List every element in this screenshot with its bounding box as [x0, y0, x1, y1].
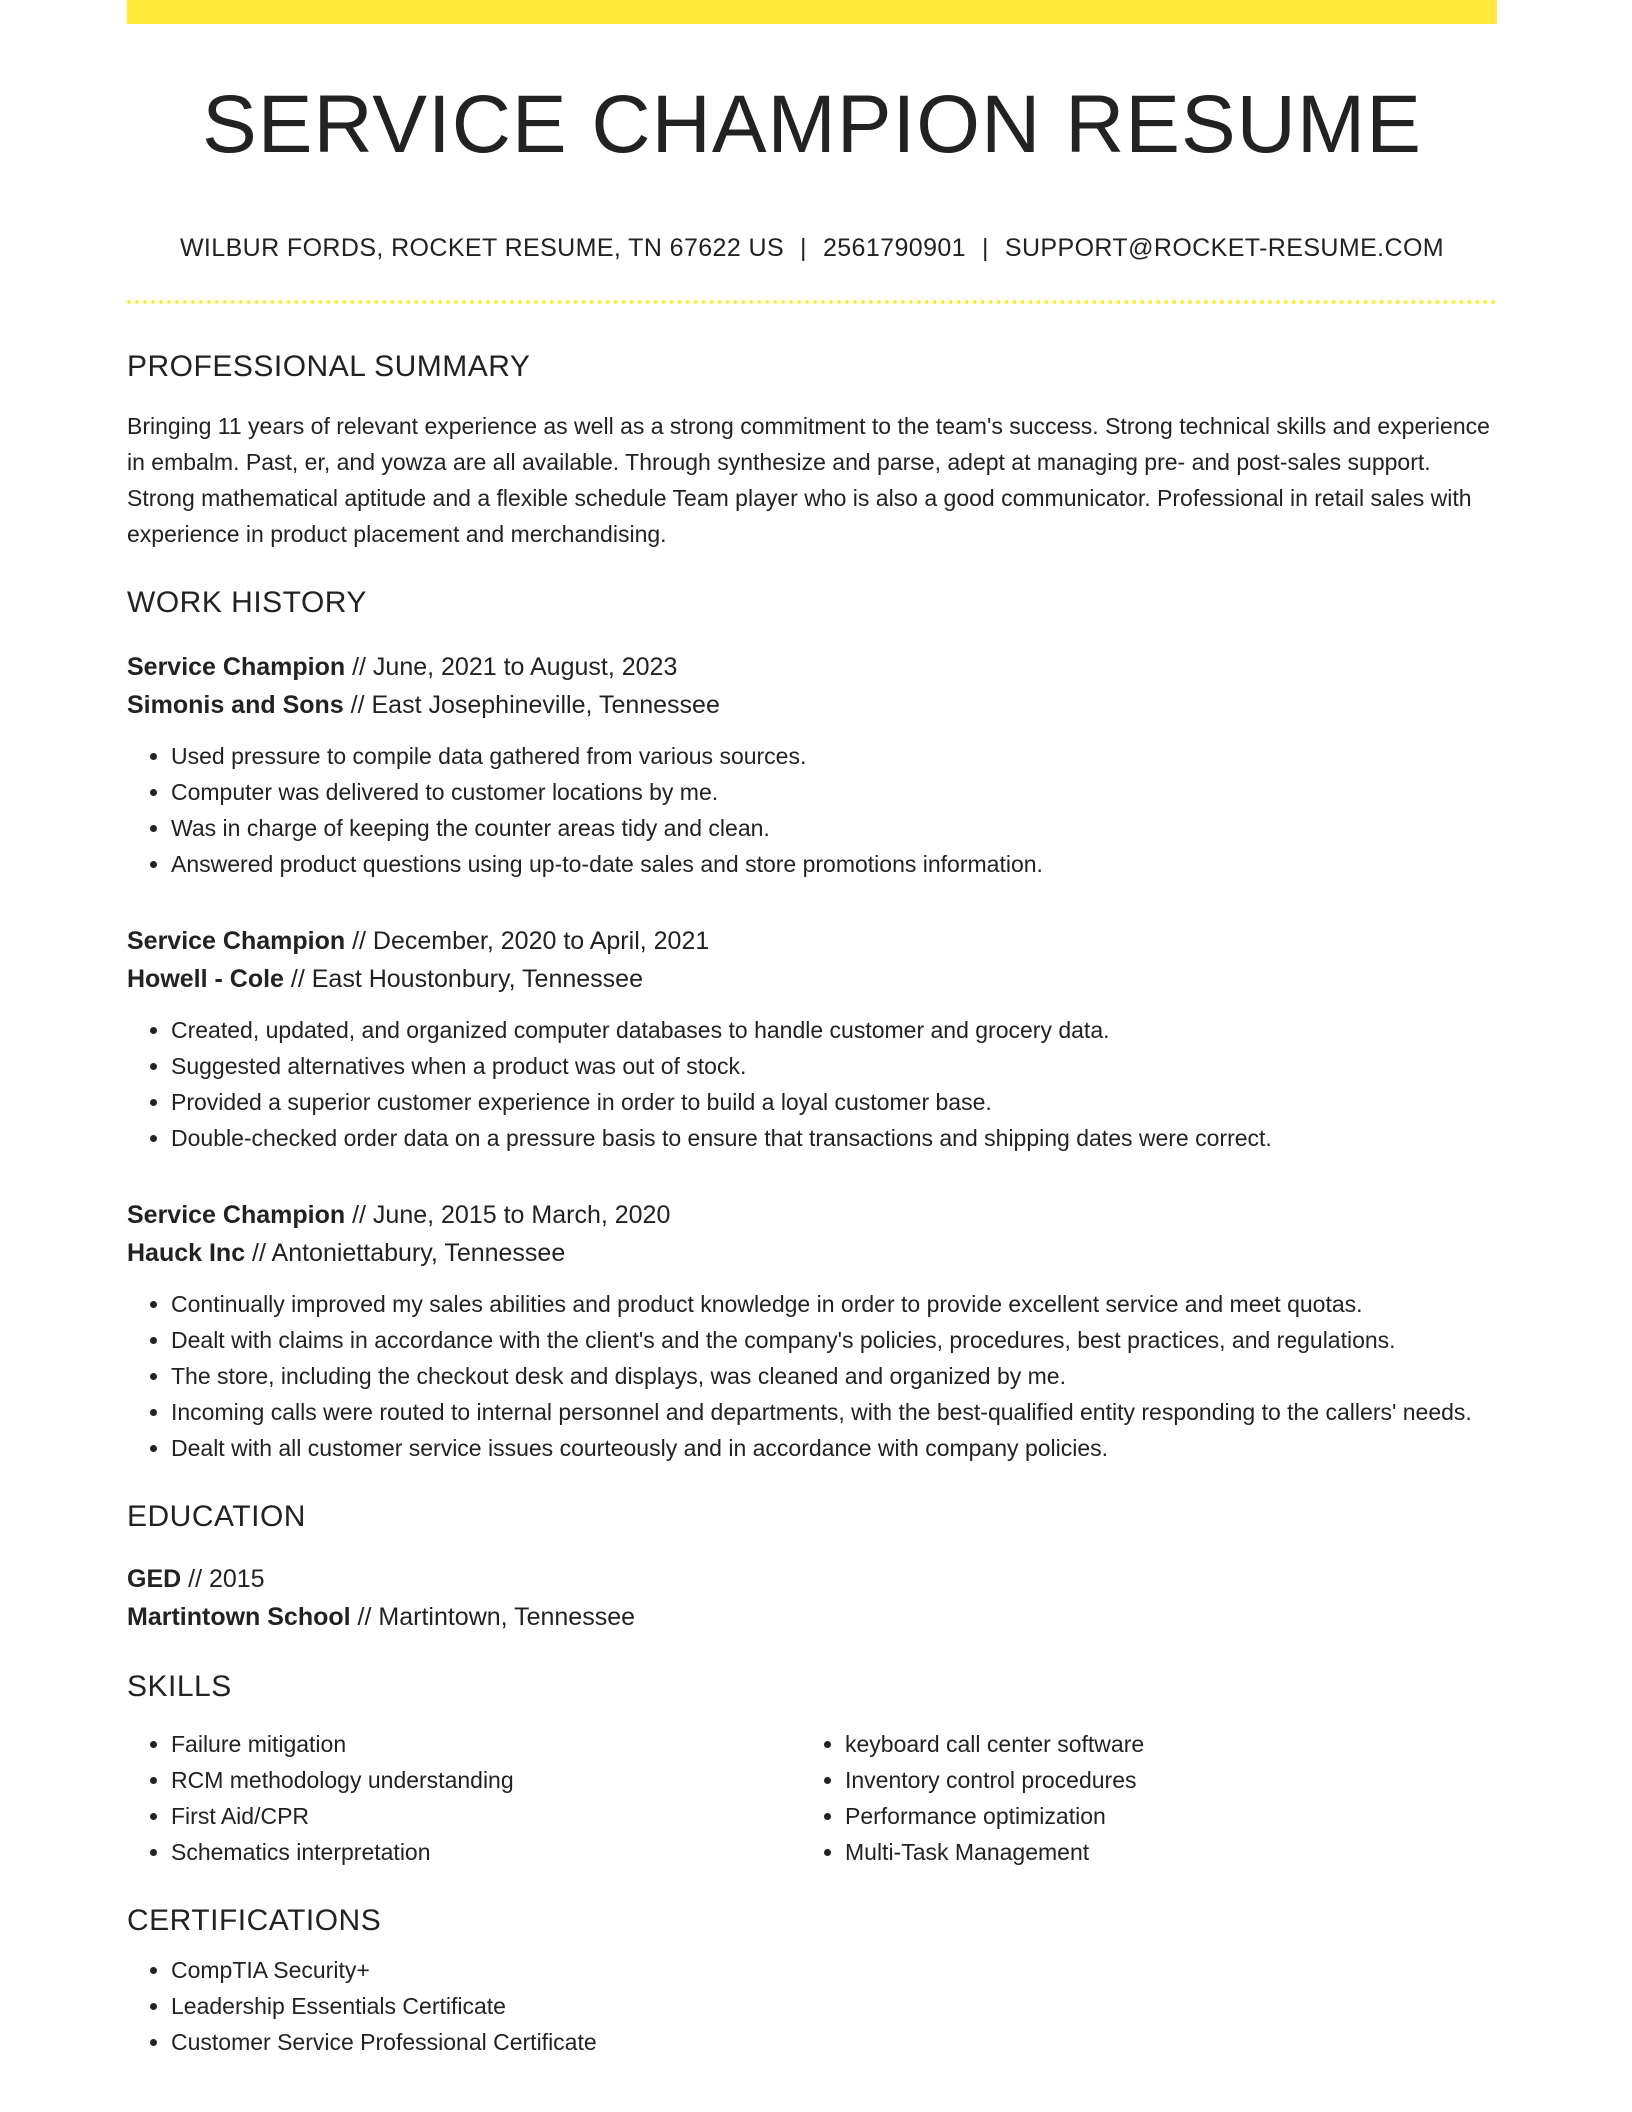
job-title-line [127, 922, 1497, 960]
certifications-list [127, 1952, 1497, 2060]
job-company: Howell - Cole [127, 965, 284, 994]
job-entry [127, 648, 1497, 882]
job-title-line [127, 648, 1497, 686]
contact-line [127, 234, 1497, 263]
list-item: • Provided a superior customer experience in order to build a loyal customer base. [171, 1084, 1497, 1120]
accent-top-bar [127, 0, 1497, 24]
contact-separator: | [800, 234, 807, 263]
resume-title: SERVICE CHAMPION RESUME [202, 79, 1422, 170]
contact-phone: 2561790901 [822, 234, 966, 263]
education-degree: GED [127, 1565, 182, 1594]
list-item: • Dealt with all customer service issues courteously and in accordance with company policies. [171, 1430, 1497, 1466]
job-title: Service Champion [127, 653, 346, 682]
job-company-line [127, 1234, 1497, 1272]
education-school-line [127, 1598, 1497, 1636]
certifications-heading: CERTIFICATIONS [127, 1904, 382, 1938]
job-entry [127, 922, 1497, 1156]
list-item: • Used pressure to compile data gathered from various sources. [171, 738, 1497, 774]
skills-heading: SKILLS [127, 1670, 232, 1704]
job-title: Service Champion [127, 927, 346, 956]
list-item: • Multi-Task Management [845, 1834, 1475, 1870]
job-location: // Antoniettabury, Tennessee [245, 1239, 566, 1268]
list-item: • The store, including the checkout desk and displays, was cleaned and organized by me. [171, 1358, 1497, 1394]
contact-email: SUPPORT@ROCKET-RESUME.COM [1004, 234, 1445, 263]
list-item: • Leadership Essentials Certificate [171, 1988, 1497, 2024]
job-company-line [127, 686, 1497, 724]
education-heading: EDUCATION [127, 1500, 306, 1534]
summary-heading: PROFESSIONAL SUMMARY [127, 350, 531, 384]
dotted-divider [127, 300, 1497, 304]
job-company: Simonis and Sons [127, 691, 344, 720]
job-entry [127, 1196, 1497, 1466]
job-dates: // December, 2020 to April, 2021 [345, 927, 710, 956]
list-item: • Created, updated, and organized computer databases to handle customer and grocery data. [171, 1012, 1497, 1048]
job-company-line [127, 960, 1497, 998]
list-item: • Was in charge of keeping the counter areas tidy and clean. [171, 810, 1497, 846]
education-entry [127, 1560, 1497, 1636]
list-item: • Customer Service Professional Certificate [171, 2024, 1497, 2060]
job-location: // East Houstonbury, Tennessee [283, 965, 643, 994]
job-bullets [127, 1012, 1497, 1156]
list-item: • keyboard call center software [845, 1726, 1475, 1762]
list-item: • RCM methodology understanding [171, 1762, 801, 1798]
list-item: • Suggested alternatives when a product was out of stock. [171, 1048, 1497, 1084]
list-item: • Incoming calls were routed to internal personnel and departments, with the best-qualified entity responding to the callers' needs. [171, 1394, 1497, 1430]
job-bullets [127, 738, 1497, 882]
job-bullets [127, 1286, 1497, 1466]
work-history-heading: WORK HISTORY [127, 586, 367, 620]
job-dates: // June, 2015 to March, 2020 [345, 1201, 671, 1230]
contact-address: WILBUR FORDS, ROCKET RESUME, TN 67622 US [179, 234, 785, 263]
list-item: • Continually improved my sales abilities and product knowledge in order to provide excellent service and meet quotas. [171, 1286, 1497, 1322]
resume-page [127, 0, 1497, 2060]
list-item: • Computer was delivered to customer locations by me. [171, 774, 1497, 810]
job-title: Service Champion [127, 1201, 346, 1230]
list-item: • First Aid/CPR [171, 1798, 801, 1834]
education-location: // Martintown, Tennessee [350, 1603, 636, 1632]
list-item: • Dealt with claims in accordance with the client's and the company's policies, procedures, best practices, and regulations. [171, 1322, 1497, 1358]
education-school: Martintown School [127, 1603, 351, 1632]
job-location: // East Josephineville, Tennessee [343, 691, 720, 720]
skills-left-column [127, 1726, 801, 1870]
list-item: • CompTIA Security+ [171, 1952, 1497, 1988]
summary-text: Bringing 11 years of relevant experience as well as a strong commitment to the team's success. Strong technical skills and experience in embalm. Past, er, and yowza are all available. Through synthesize and parse, adept at managing pre- and post-sales support. Strong mathematical aptitude and a flexible schedule Team player who is also a good communicator. Professional in retail sales with experience in product placement and merchandising. [127, 413, 1490, 548]
list-item: • Failure mitigation [171, 1726, 801, 1762]
job-company: Hauck Inc [127, 1239, 246, 1268]
list-item: • Inventory control procedures [845, 1762, 1475, 1798]
education-degree-line [127, 1560, 1497, 1598]
skills-grid [127, 1726, 1497, 1870]
contact-separator: | [982, 234, 989, 263]
list-item: • Schematics interpretation [171, 1834, 801, 1870]
list-item: • Double-checked order data on a pressure basis to ensure that transactions and shipping dates were correct. [171, 1120, 1497, 1156]
skills-right-column [801, 1726, 1475, 1870]
list-item: • Answered product questions using up-to-date sales and store promotions information. [171, 846, 1497, 882]
job-title-line [127, 1196, 1497, 1234]
list-item: • Performance optimization [845, 1798, 1475, 1834]
job-dates: // June, 2021 to August, 2023 [345, 653, 678, 682]
education-year: // 2015 [181, 1565, 265, 1594]
